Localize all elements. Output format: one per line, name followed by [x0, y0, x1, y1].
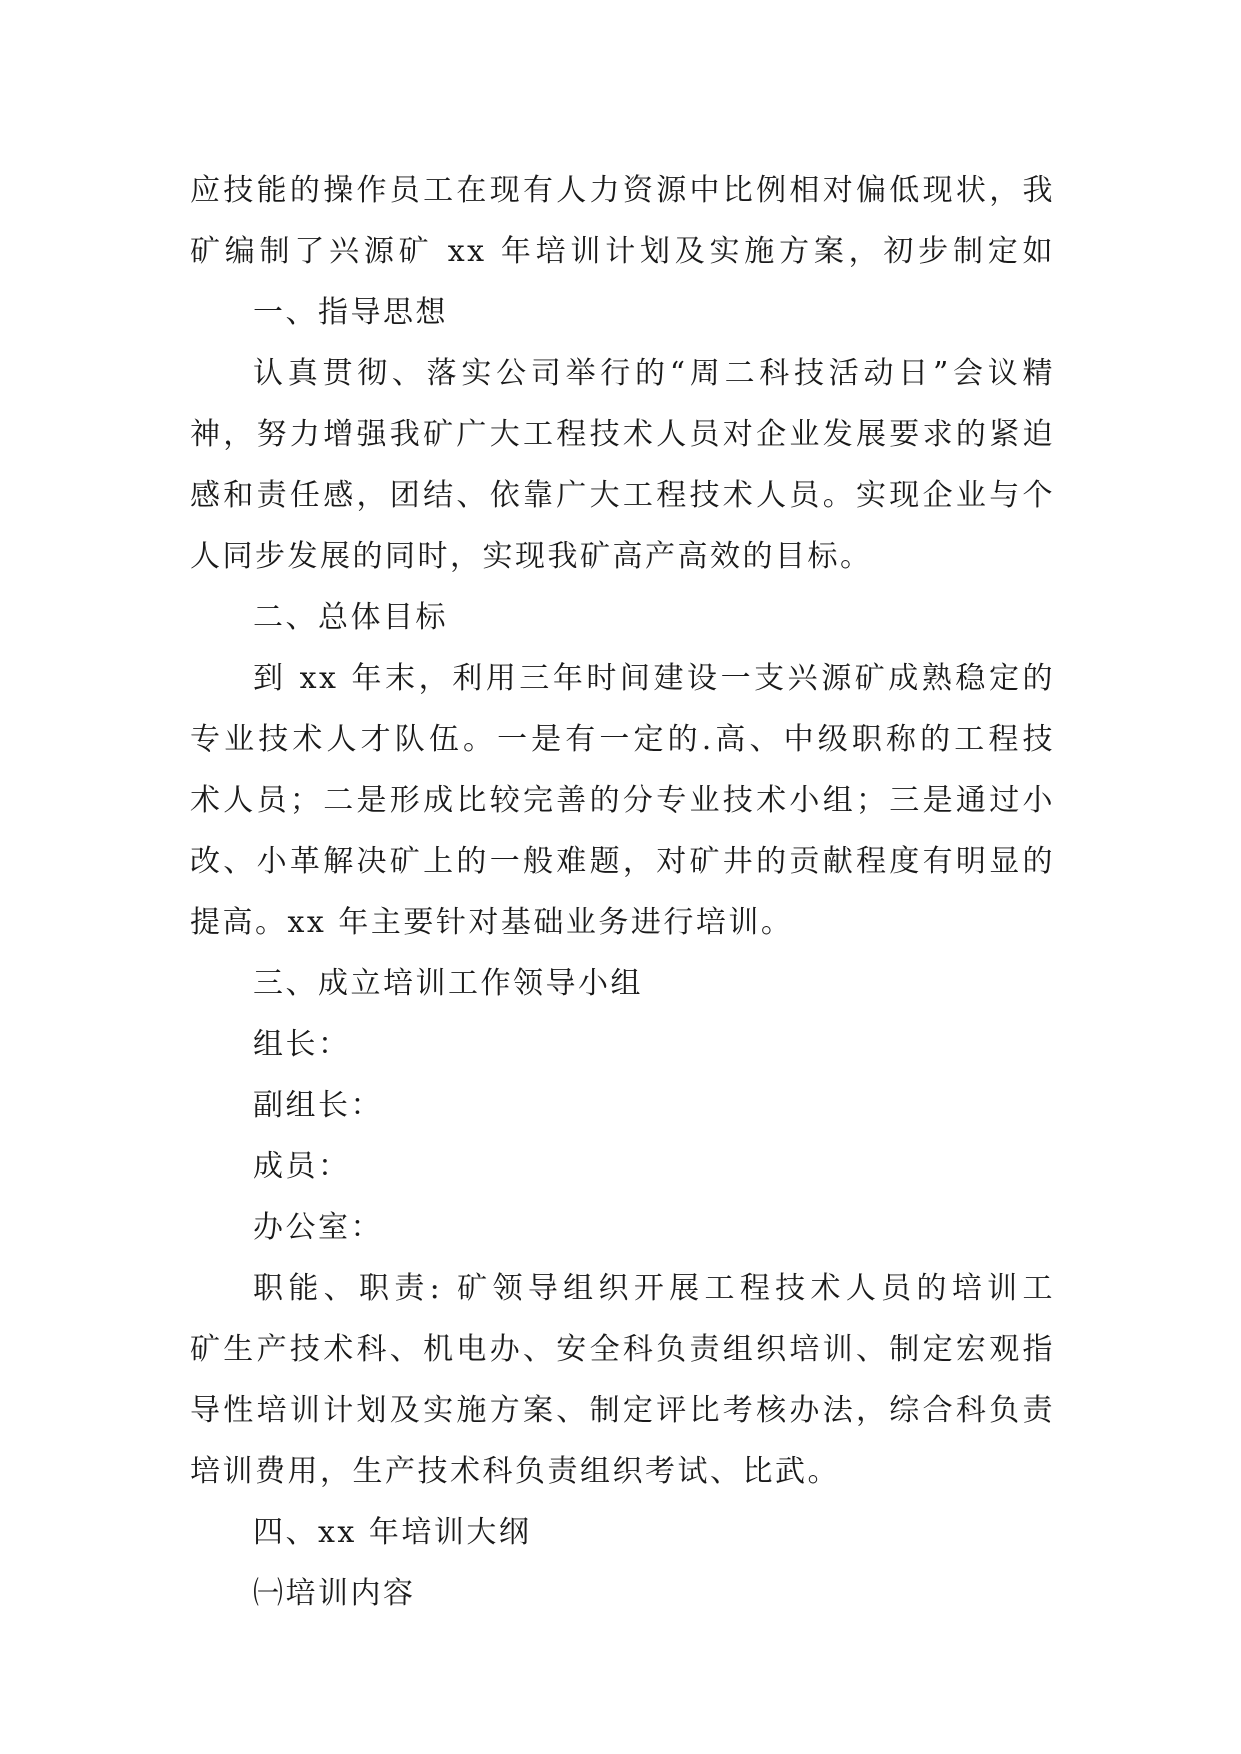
section-heading: 二、总体目标 [253, 600, 448, 635]
paragraph-line: 术人员；二是形成比较完善的分专业技术小组；三是通过小 [190, 783, 1055, 818]
paragraph-line: 矿生产技术科、机电办、安全科负责组织培训、制定宏观指 [190, 1332, 1055, 1367]
role-label-deputy-leader: 副组长： [253, 1088, 383, 1123]
section-heading: 四、xx 年培训大纲 [253, 1515, 532, 1550]
paragraph-line: 人同步发展的同时，实现我矿高产高效的目标。 [190, 539, 873, 574]
paragraph-line: 应技能的操作员工在现有人力资源中比例相对偏低现状，我 [190, 173, 1055, 208]
role-label-leader: 组长： [253, 1027, 351, 1062]
section-heading: 三、成立培训工作领导小组 [253, 966, 643, 1001]
paragraph-line: 感和责任感，团结、依靠广大工程技术人员。实现企业与个 [190, 478, 1055, 513]
paragraph-line: 矿编制了兴源矿 xx 年培训计划及实施方案，初步制定如 [190, 234, 1055, 269]
paragraph-line: 神，努力增强我矿广大工程技术人员对企业发展要求的紧迫 [190, 417, 1055, 452]
paragraph-line: 导性培训计划及实施方案、制定评比考核办法，综合科负责 [190, 1393, 1055, 1428]
paragraph-line: 培训费用，生产技术科负责组织考试、比武。 [190, 1454, 840, 1489]
paragraph-line: 提高。xx 年主要针对基础业务进行培训。 [190, 905, 794, 940]
role-label-members: 成员： [253, 1149, 351, 1184]
paragraph-line: 改、小革解决矿上的一般难题，对矿井的贡献程度有明显的 [190, 844, 1055, 879]
subsection-heading: ㈠培训内容 [253, 1576, 416, 1611]
document-body [190, 160, 1055, 1624]
paragraph-line: 到 xx 年末，利用三年时间建设一支兴源矿成熟稳定的 [253, 661, 1055, 696]
section-heading: 一、指导思想 [253, 295, 448, 330]
paragraph-line: 职能、职责: 矿领导组织开展工程技术人员的培训工 [253, 1271, 1055, 1306]
role-label-office: 办公室： [253, 1210, 383, 1245]
paragraph-line: 专业技术人才队伍。一是有一定的.高、中级职称的工程技 [190, 722, 1055, 757]
paragraph-line: 认真贯彻、落实公司举行的“周二科技活动日”会议精 [253, 356, 1055, 391]
